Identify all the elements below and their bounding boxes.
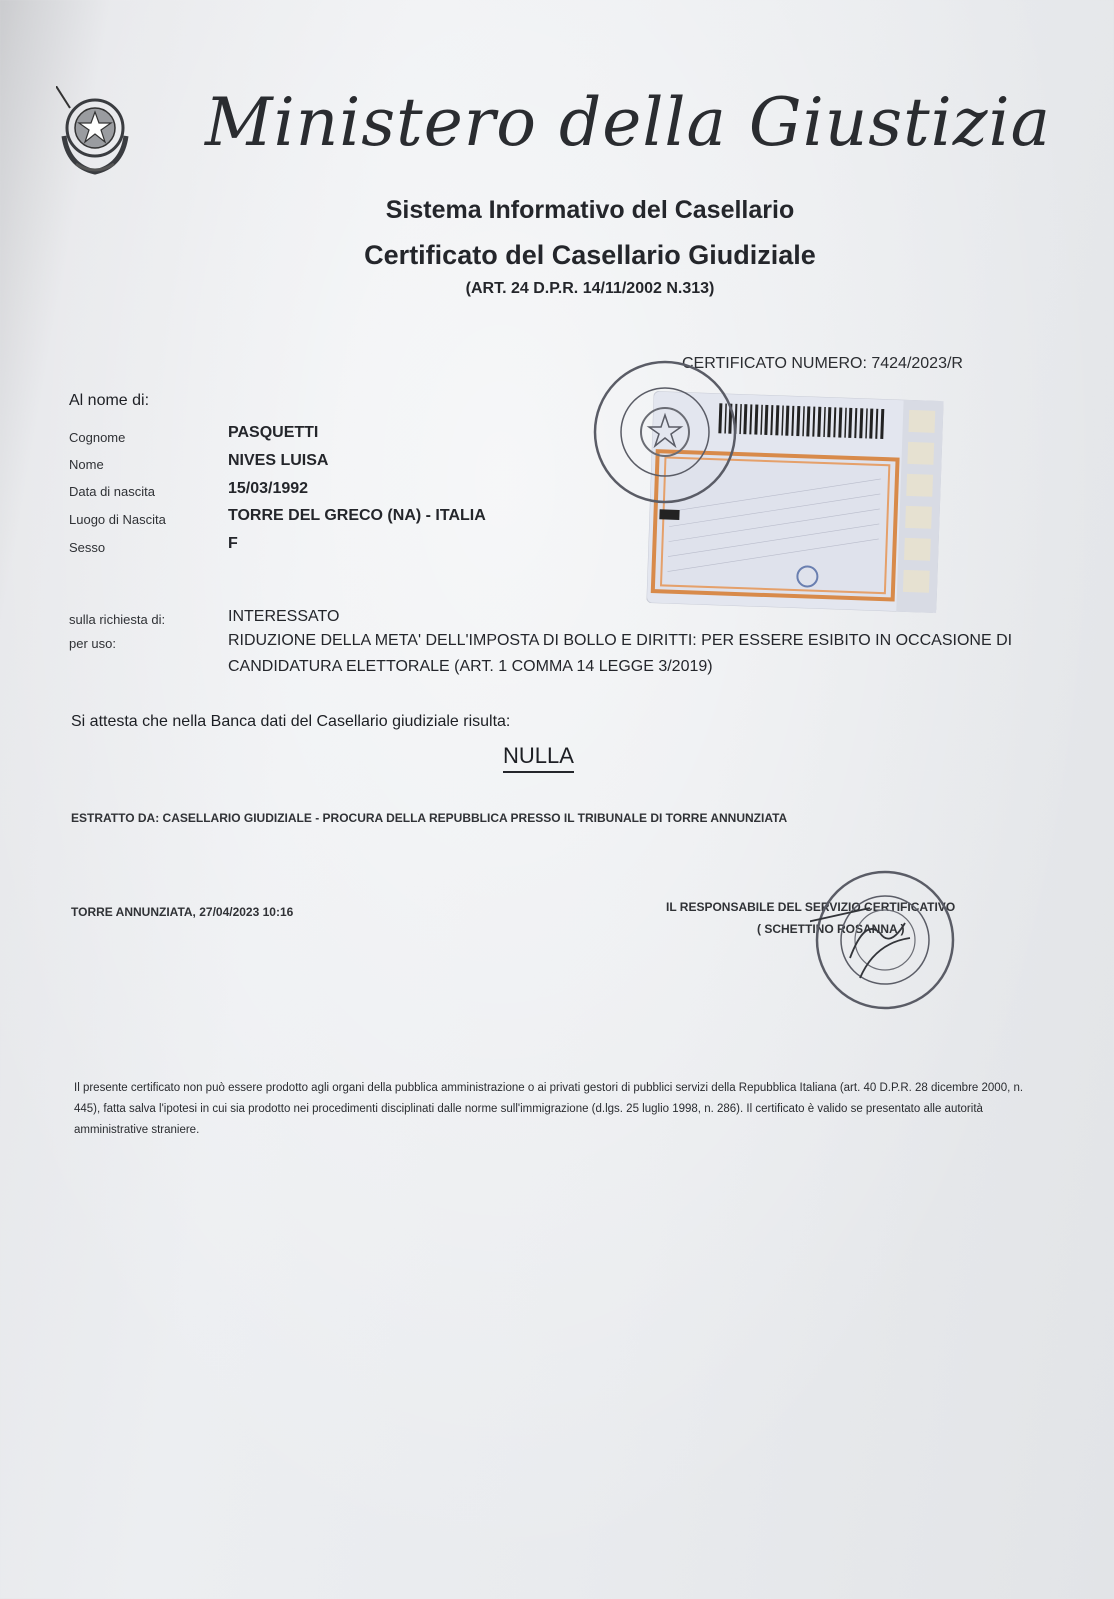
ministry-title: Ministero della Giustizia: [205, 84, 1051, 161]
surname-label: Cognome: [69, 430, 126, 445]
certificate-number: CERTIFICATO NUMERO: 7424/2023/R: [682, 355, 963, 372]
sex-label: Sesso: [69, 540, 106, 555]
sex-value: F: [228, 535, 238, 552]
use-value: RIDUZIONE DELLA META' DELL'IMPOSTA DI BOLLO E DIRITTI: PER ESSERE ESIBITO IN OCCASIONE DI CANDIDATURA ELETTORALE (ART. 1 COMMA 14 LEGGE 3/2019): [228, 632, 1013, 675]
law-reference: (ART. 24 D.P.R. 14/11/2002 N.313): [465, 280, 715, 297]
footer-notice: Il presente certificato non può essere prodotto agli organi della pubblica amministrazione o ai privati gestori di pubblici servizi della Repubblica Italiana (art. 40 D.P.R. 28 dicembre 2000, n. 445), fatta salva l'ipotesi in cui sia prodotto nei procedimenti disciplinati dalle norme sull'immigrazione (d.lgs. 25 luglio 1998, n. 286). Il certificato è valido se presentato alle autorità amministrative straniere.: [74, 1082, 1024, 1136]
system-title: Sistema Informativo del Casellario: [385, 196, 795, 224]
surname-value: PASQUETTI: [228, 424, 319, 441]
request-label: sulla richiesta di:: [69, 612, 166, 627]
recipient-heading: Al nome di:: [69, 392, 150, 409]
name-label: Nome: [69, 457, 104, 472]
name-value: NIVES LUISA: [228, 452, 329, 469]
signatory-role: IL RESPONSABILE DEL SERVIZIO CERTIFICATIVO: [666, 900, 956, 914]
court-seal-lower-icon: [810, 868, 960, 1013]
extract-source: ESTRATTO DA: CASELLARIO GIUDIZIALE - PROCURA DELLA REPUBBLICA PRESSO IL TRIBUNALE DI TORRE ANNUNZIATA: [71, 811, 788, 825]
birthdate-value: 15/03/1992: [228, 480, 309, 497]
place-date: TORRE ANNUNZIATA, 27/04/2023 10:16: [71, 905, 294, 919]
italian-emblem-icon: [56, 86, 134, 178]
birthplace-label: Luogo di Nascita: [69, 512, 166, 527]
use-label: per uso:: [69, 636, 116, 651]
attestation-statement: Si attesta che nella Banca dati del Casellario giudiziale risulta:: [71, 713, 511, 730]
court-seal-upper-icon: [590, 357, 740, 507]
result-value: NULLA: [503, 743, 574, 773]
birthplace-value: TORRE DEL GRECO (NA) - ITALIA: [228, 507, 486, 524]
request-value: INTERESSATO: [228, 608, 340, 625]
birthdate-label: Data di nascita: [69, 484, 155, 499]
certificate-title: Certificato del Casellario Giudiziale: [364, 240, 816, 270]
signatory-name: ( SCHETTINO ROSANNA ): [757, 922, 905, 936]
